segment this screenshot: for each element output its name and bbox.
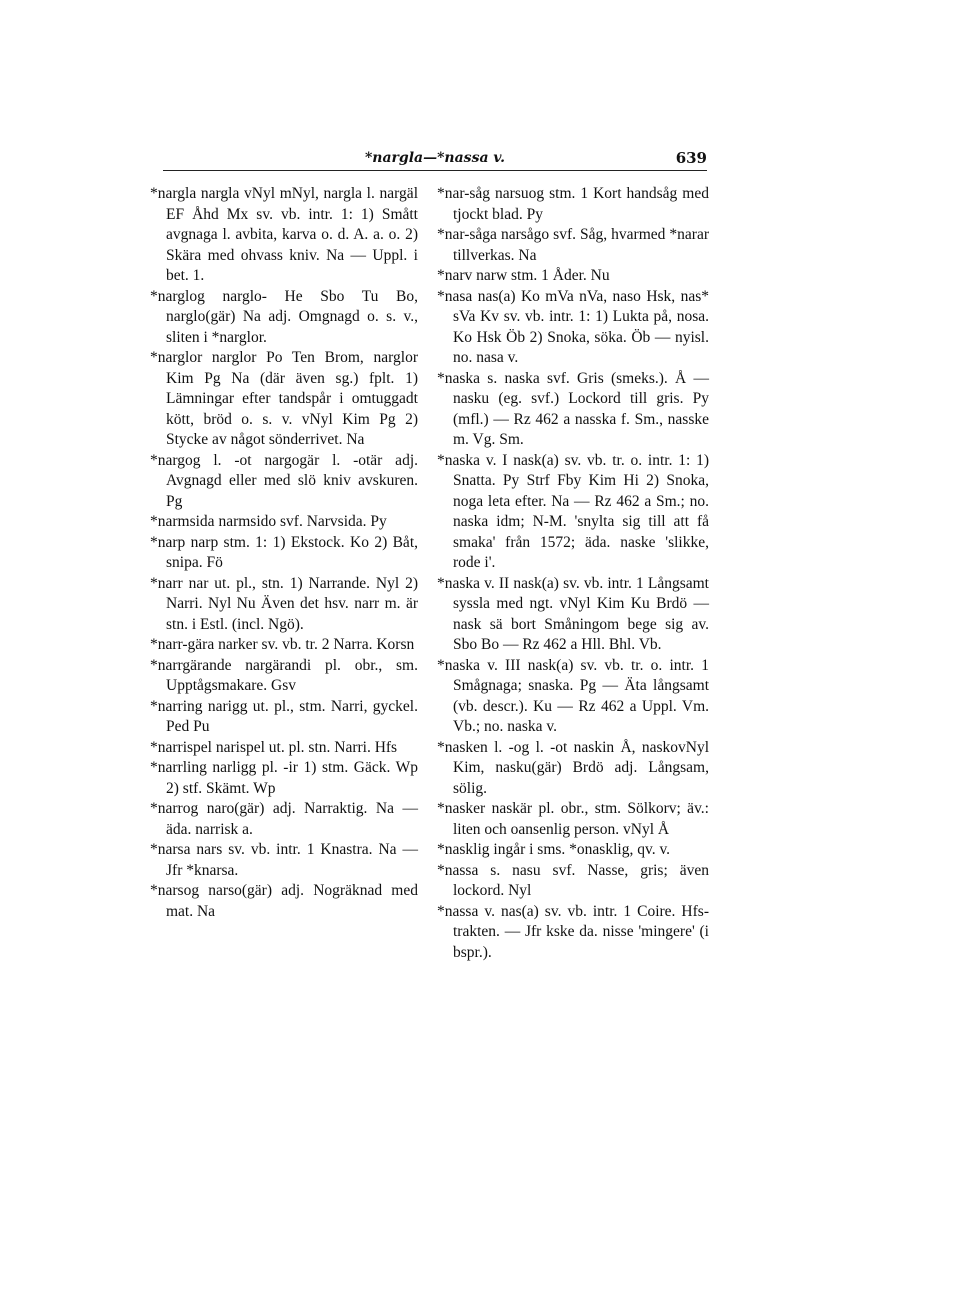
page-number: 639 [675,149,707,167]
dictionary-entry: *narrling narligg pl. -ir 1) stm. Gäck. Wp 2) stf. Skämt. Wp [150,759,418,797]
dictionary-entry: *naska v. II nask(a) sv. vb. intr. 1 Långsamt syssla med ngt. vNyl Kim Ku Brdö — nask sä bort Småningom bege sig av. Sbo Bo — Rz 462 a Hll. Bhl. Vb. [437,574,709,653]
left-column [150,184,418,922]
dictionary-entry: *narglog narglo- He Sbo Tu Bo, narglo(gär) Na adj. Omgnagd o. s. v., sliten i *narglor. [150,287,418,346]
page-header [163,148,707,171]
dictionary-entry: *narrog naro(gär) adj. Narraktig. Na — äda. narrisk a. [150,800,418,838]
running-title: *nargla—*nassa v. [364,150,505,166]
dictionary-entry: *naska s. naska svf. Gris (smeks.). Å — nasku (eg. svf.) Lockord till gris. Py (mfl.) — Rz 462 a nasska f. Sm., nasske m. Vg. Sm. [437,369,709,448]
dictionary-entry: *narring narigg ut. pl., stm. Narri, gyckel. Ped Pu [150,697,418,735]
dictionary-entry: *narsa nars sv. vb. intr. 1 Knastra. Na — Jfr *knarsa. [150,841,418,879]
dictionary-entry: *narsog narso(gär) adj. Nogräknad med mat. Na [150,882,418,920]
dictionary-entry: *nar-såg narsuog stm. 1 Kort handsåg med tjockt blad. Py [437,185,709,223]
dictionary-entry: *narr-gära narker sv. vb. tr. 2 Narra. Korsn [150,636,415,653]
dictionary-entry: *narrispel narispel ut. pl. stn. Narri. Hfs [150,738,398,756]
dictionary-entry: *nasker naskär pl. obr., stm. Sölkorv; äv.: liten och oansenlig person. vNyl Å [437,800,709,838]
dictionary-entry: *nassa v. nas(a) sv. vb. intr. 1 Coire. Hfs-trakten. — Jfr kske da. nisse 'mingere' (i bspr.). [437,902,709,961]
dictionary-entry: *naska v. III nask(a) sv. vb. tr. o. intr. 1 Smågnaga; snaska. Pg — Äta långsamt (vb. descr.). Ku — Rz 462 a Uppl. Vm. Vb.; no. naska v. [437,656,709,735]
dictionary-entry: *nargla nargla vNyl mNyl, nargla l. nargäl EF Åhd Mx sv. vb. intr. 1: 1) Smått avgnaga l. avbita, karva o. d. A. a. o. 2) Skära med ohvass kniv. Na — Uppl. i bet. 1. [150,185,418,284]
dictionary-entry: *nargog l. -ot nargogär l. -otär adj. Avgnagd eller med slö kniv avskuren. Pg [150,451,418,510]
dictionary-entry: *narp narp stm. 1: 1) Ekstock. Ko 2) Båt, snipa. Fö [150,533,418,571]
dictionary-entry: *nasklig ingår i sms. *onasklig, qv. v. [437,841,671,858]
dictionary-entry: *narr nar ut. pl., stn. 1) Narrande. Nyl 2) Narri. Nyl Nu Även det hsv. narr m. är stn. i Estl. (incl. Ngö). [150,574,418,633]
dictionary-entry: *narrgärande nargärandi pl. obr., sm. Upptågsmakare. Gsv [150,656,418,694]
dictionary-entry: *nasa nas(a) Ko mVa nVa, naso Hsk, nas* sVa Kv sv. vb. intr. 1: 1) Lukta på, nosa. Ko Hsk Öb 2) Snoka, söka. Öb — nyisl. no. nasa v. [437,287,709,366]
dictionary-entry: *nar-såga narsågo svf. Såg, hvarmed *narar tillverkas. Na [437,226,709,264]
dictionary-entry: *narglor narglor Po Ten Brom, narglor Kim Pg Na (där även sg.) fplt. 1) Lämningar efter tandspår i omtuggadt kött, bröd o. s. v. vNyl Kim Pg 2) Stycke av något sönderrivet. Na [150,349,418,448]
dictionary-entry: *narv narw stm. 1 Åder. Nu [437,267,610,284]
dictionary-entry: *naska v. I nask(a) sv. vb. tr. o. intr. 1: 1) Snatta. Py Strf Fby Kim Hi 2) Snoka, noga leta efter. Na — Rz 462 a Sm.; no. naska idm; N-M. 'snylta sig till att få smaka' från 1572; äda. naske 'slikke, rode i'. [437,451,709,571]
dictionary-entry: *nasken l. -og l. -ot naskin Å, naskovNyl Kim, nasku(gär) Brdö adj. Långsam, sölig. [437,738,709,797]
right-column [437,184,709,963]
dictionary-entry: *nassa s. nasu svf. Nasse, gris; även lockord. Nyl [437,861,709,899]
dictionary-entry: *narmsida narmsido svf. Narvsida. Py [150,513,387,530]
